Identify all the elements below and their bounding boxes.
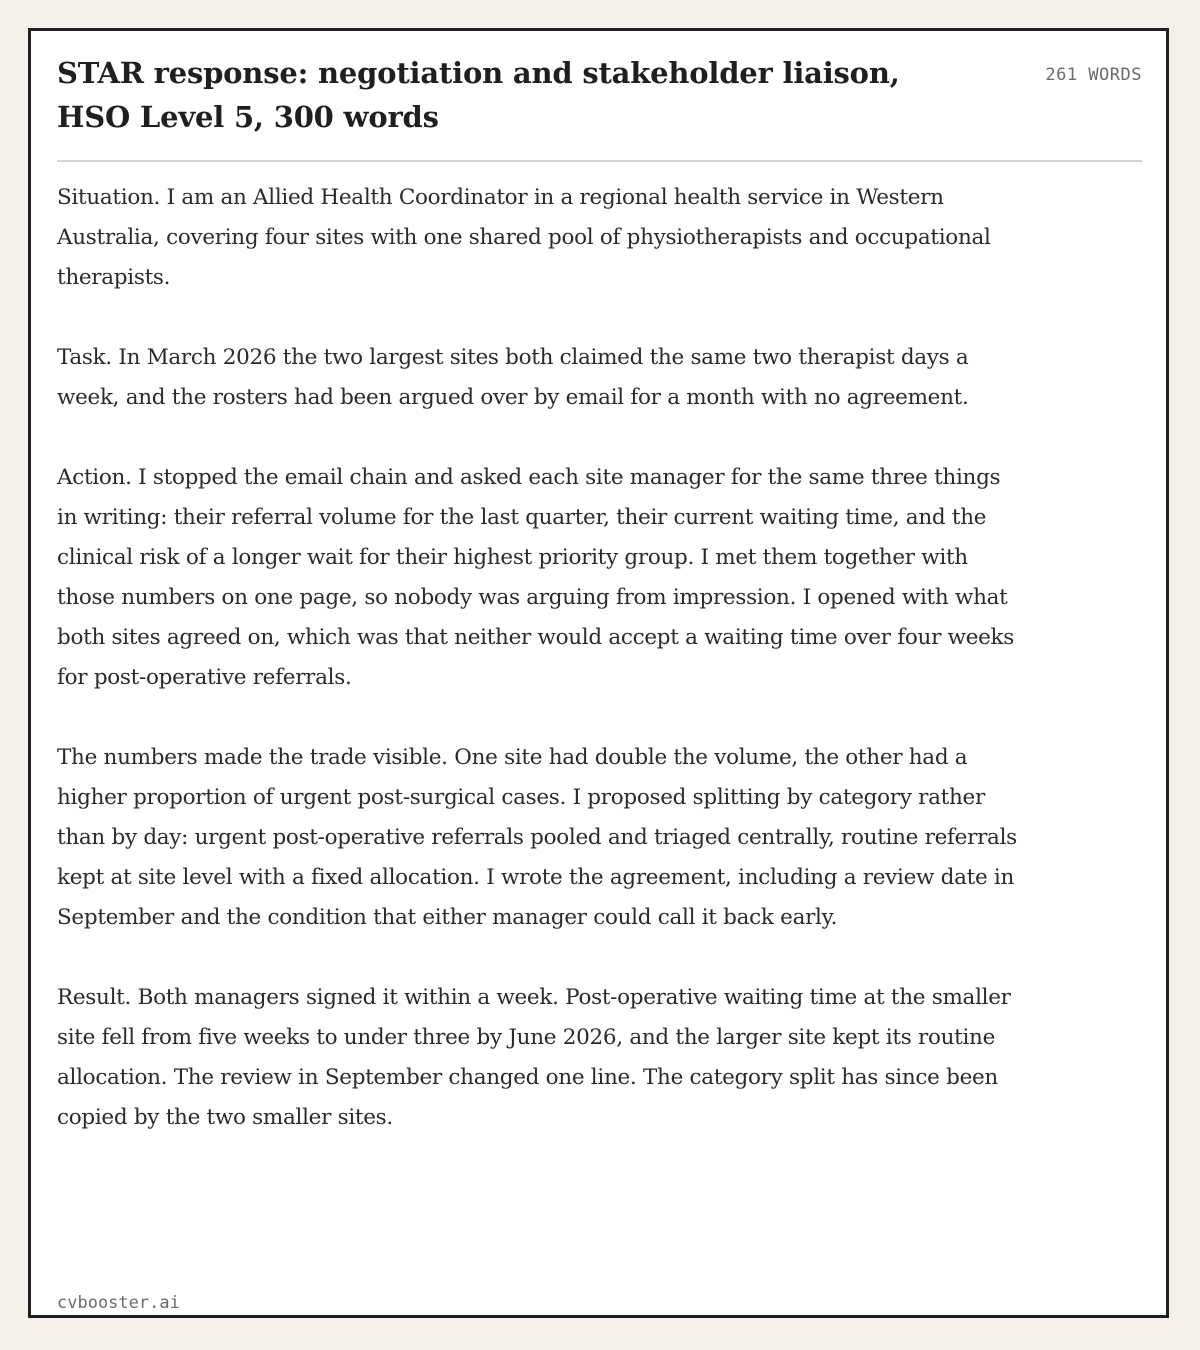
document-card <box>28 28 1169 1318</box>
paragraph-task: Task. In March 2026 the two largest sites both claimed the same two therapist days a week, and the rosters had been argued over by email for a month with no agreement. <box>57 345 969 410</box>
paragraph-action: Action. I stopped the email chain and asked each site manager for the same three things in writing: their referral volume for the last quarter, their current waiting time, and the clinical risk of a longer wait for their highest priority group. I met them together with those numbers on one page, so nobody was arguing from impression. I opened with what both sites agreed on, which was that neither would accept a waiting time over four weeks for post-operative referrals. <box>57 465 1015 690</box>
word-count-badge: 261 WORDS <box>1045 65 1142 85</box>
paragraph-situation: Situation. I am an Allied Health Coordinator in a regional health service in Western Australia, covering four sites with one shared pool of physiotherapists and occupational therapists. <box>57 185 991 290</box>
response-body <box>57 178 1017 1138</box>
brand-footer: cvbooster.ai <box>57 1293 180 1313</box>
paragraph-action-continued: The numbers made the trade visible. One site had double the volume, the other had a higher proportion of urgent post-surgical cases. I proposed splitting by category rather than by day: urgent post-operative referrals pooled and triaged centrally, routine referrals kept at site level with a fixed allocation. I wrote the agreement, including a review date in September and the condition that either manager could call it back early. <box>57 745 1017 930</box>
paragraph-result: Result. Both managers signed it within a week. Post-operative waiting time at the smaller site fell from five weeks to under three by June 2026, and the larger site kept its routine allocation. The review in September changed one line. The category split has since been copied by the two smaller sites. <box>57 985 1011 1130</box>
header-divider <box>57 160 1142 162</box>
document-title: STAR response: negotiation and stakeholder liaison, HSO Level 5, 300 words <box>57 56 900 134</box>
